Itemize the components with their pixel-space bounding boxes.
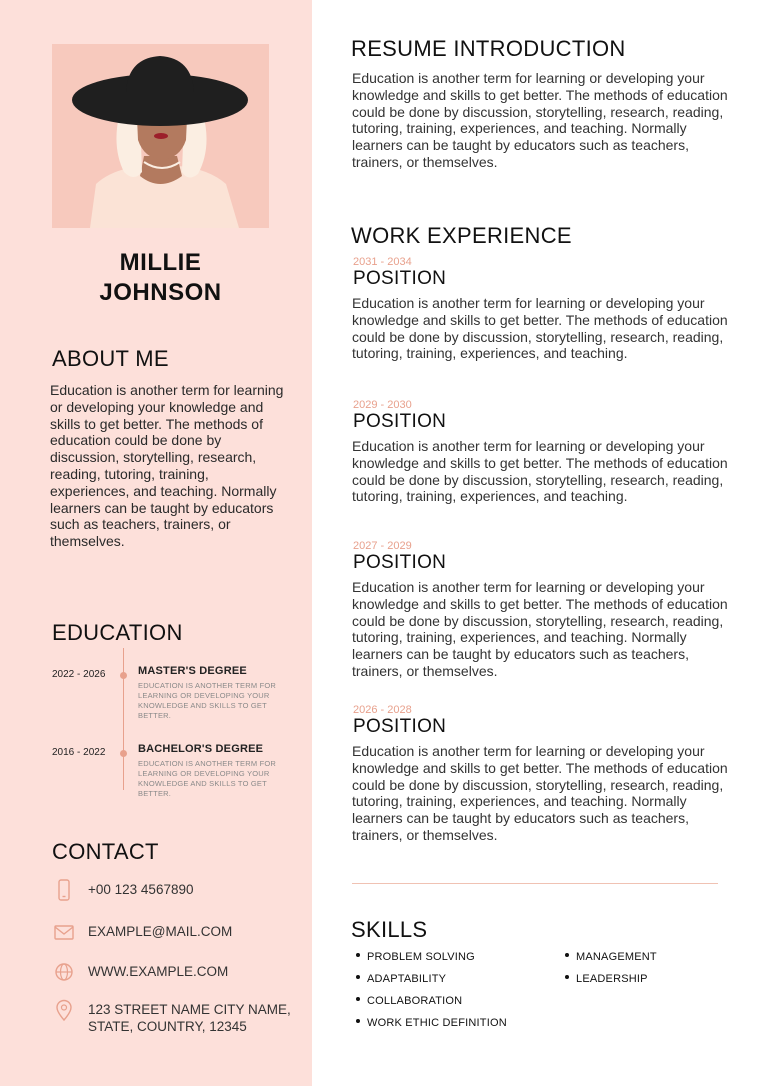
phone-number: +00 123 4567890 — [88, 882, 194, 897]
job-description: Education is another term for learning or developing your knowledge and skills to get better. The methods of education could be done by discussion, storytelling, research, reading, tutoring, training, experiences, and teaching. Normally learners can be taught by educators such as teachers, trainers, or themselves. — [352, 743, 728, 843]
job-position: POSITION — [353, 411, 447, 432]
location-pin-icon — [52, 998, 76, 1022]
job-position: POSITION — [353, 716, 447, 737]
skill-label: COLLABORATION — [367, 995, 463, 1007]
education-years: 2016 - 2022 — [52, 747, 106, 758]
section-divider — [352, 883, 718, 884]
bullet-icon — [565, 953, 569, 957]
education-degree: BACHELOR'S DEGREE — [138, 743, 264, 755]
education-years: 2022 - 2026 — [52, 669, 106, 680]
bullet-icon — [356, 953, 360, 957]
email-address: EXAMPLE@MAIL.COM — [88, 924, 233, 939]
timeline-dot — [120, 672, 127, 679]
education-title: EDUCATION — [52, 620, 183, 645]
skill-label: LEADERSHIP — [576, 973, 648, 985]
skill-item — [565, 973, 648, 985]
bullet-icon — [356, 997, 360, 1001]
contact-email — [52, 920, 292, 944]
skill-item — [356, 973, 446, 985]
job-position: POSITION — [353, 552, 447, 573]
person-name — [52, 248, 269, 308]
profile-portrait — [52, 44, 269, 228]
job-description: Education is another term for learning or developing your knowledge and skills to get better. The methods of education could be done by discussion, storytelling, research, reading, tutoring, training, experiences, and teaching. Normally learners can be taught by educators such as teachers, trainers, or themselves. — [352, 579, 728, 679]
timeline-dot — [120, 750, 127, 757]
address-text: 123 STREET NAME CITY NAME, STATE, COUNTRY, 12345 — [88, 1002, 291, 1034]
job-description: Education is another term for learning or developing your knowledge and skills to get better. The methods of education could be done by discussion, storytelling, research, reading, tutoring, training, experiences, and teaching. — [352, 438, 728, 505]
job-description: Education is another term for learning or developing your knowledge and skills to get better. The methods of education could be done by discussion, storytelling, research, reading, tutoring, training, experiences, and teaching. — [352, 295, 728, 362]
job-position: POSITION — [353, 268, 447, 289]
bullet-icon — [356, 1019, 360, 1023]
job-years: 2026 - 2028 — [353, 704, 412, 716]
job-years: 2027 - 2029 — [353, 540, 412, 552]
work-title: WORK EXPERIENCE — [351, 223, 572, 248]
last-name: JOHNSON — [99, 279, 222, 306]
education-description: EDUCATION IS ANOTHER TERM FOR LEARNING OR DEVELOPING YOUR KNOWLEDGE AND SKILLS TO GET BETTER. — [138, 759, 277, 798]
education-timeline-line — [123, 648, 124, 790]
intro-title: RESUME INTRODUCTION — [351, 36, 626, 61]
contact-title: CONTACT — [52, 839, 159, 864]
skill-item — [565, 951, 657, 963]
contact-website — [52, 960, 292, 984]
skill-label: WORK ETHIC DEFINITION — [367, 1017, 507, 1029]
skill-item — [356, 951, 475, 963]
skills-title: SKILLS — [351, 917, 428, 942]
about-title: ABOUT ME — [52, 346, 169, 371]
contact-address — [52, 998, 292, 1034]
skill-label: ADAPTABILITY — [367, 973, 447, 985]
education-degree: MASTER'S DEGREE — [138, 665, 247, 677]
about-text: Education is another term for learning or developing your knowledge and skills to get better. The methods of education could be done by discussion, storytelling, research, reading, tutoring, training, experiences, and teaching. Normally learners can be taught by educators such as teachers, trainers, or themselves. — [50, 382, 284, 550]
skill-item — [356, 1017, 507, 1029]
bullet-icon — [565, 975, 569, 979]
skill-label: PROBLEM SOLVING — [367, 951, 475, 963]
skill-label: MANAGEMENT — [576, 951, 657, 963]
education-description: EDUCATION IS ANOTHER TERM FOR LEARNING OR DEVELOPING YOUR KNOWLEDGE AND SKILLS TO GET BETTER. — [138, 681, 277, 720]
phone-icon — [52, 878, 76, 902]
first-name: MILLIE — [119, 249, 202, 276]
globe-icon — [52, 960, 76, 984]
bullet-icon — [356, 975, 360, 979]
contact-phone — [52, 878, 292, 902]
mail-icon — [52, 920, 76, 944]
skill-item — [356, 995, 462, 1007]
intro-text: Education is another term for learning or developing your knowledge and skills to get better. The methods of education could be done by discussion, storytelling, research, reading, tutoring, training, experiences, and teaching. Normally learners can be taught by educators such as teachers, trainers, or themselves. — [352, 70, 728, 170]
job-years: 2031 - 2034 — [353, 256, 412, 268]
job-years: 2029 - 2030 — [353, 399, 412, 411]
website-url: WWW.EXAMPLE.COM — [88, 964, 229, 979]
